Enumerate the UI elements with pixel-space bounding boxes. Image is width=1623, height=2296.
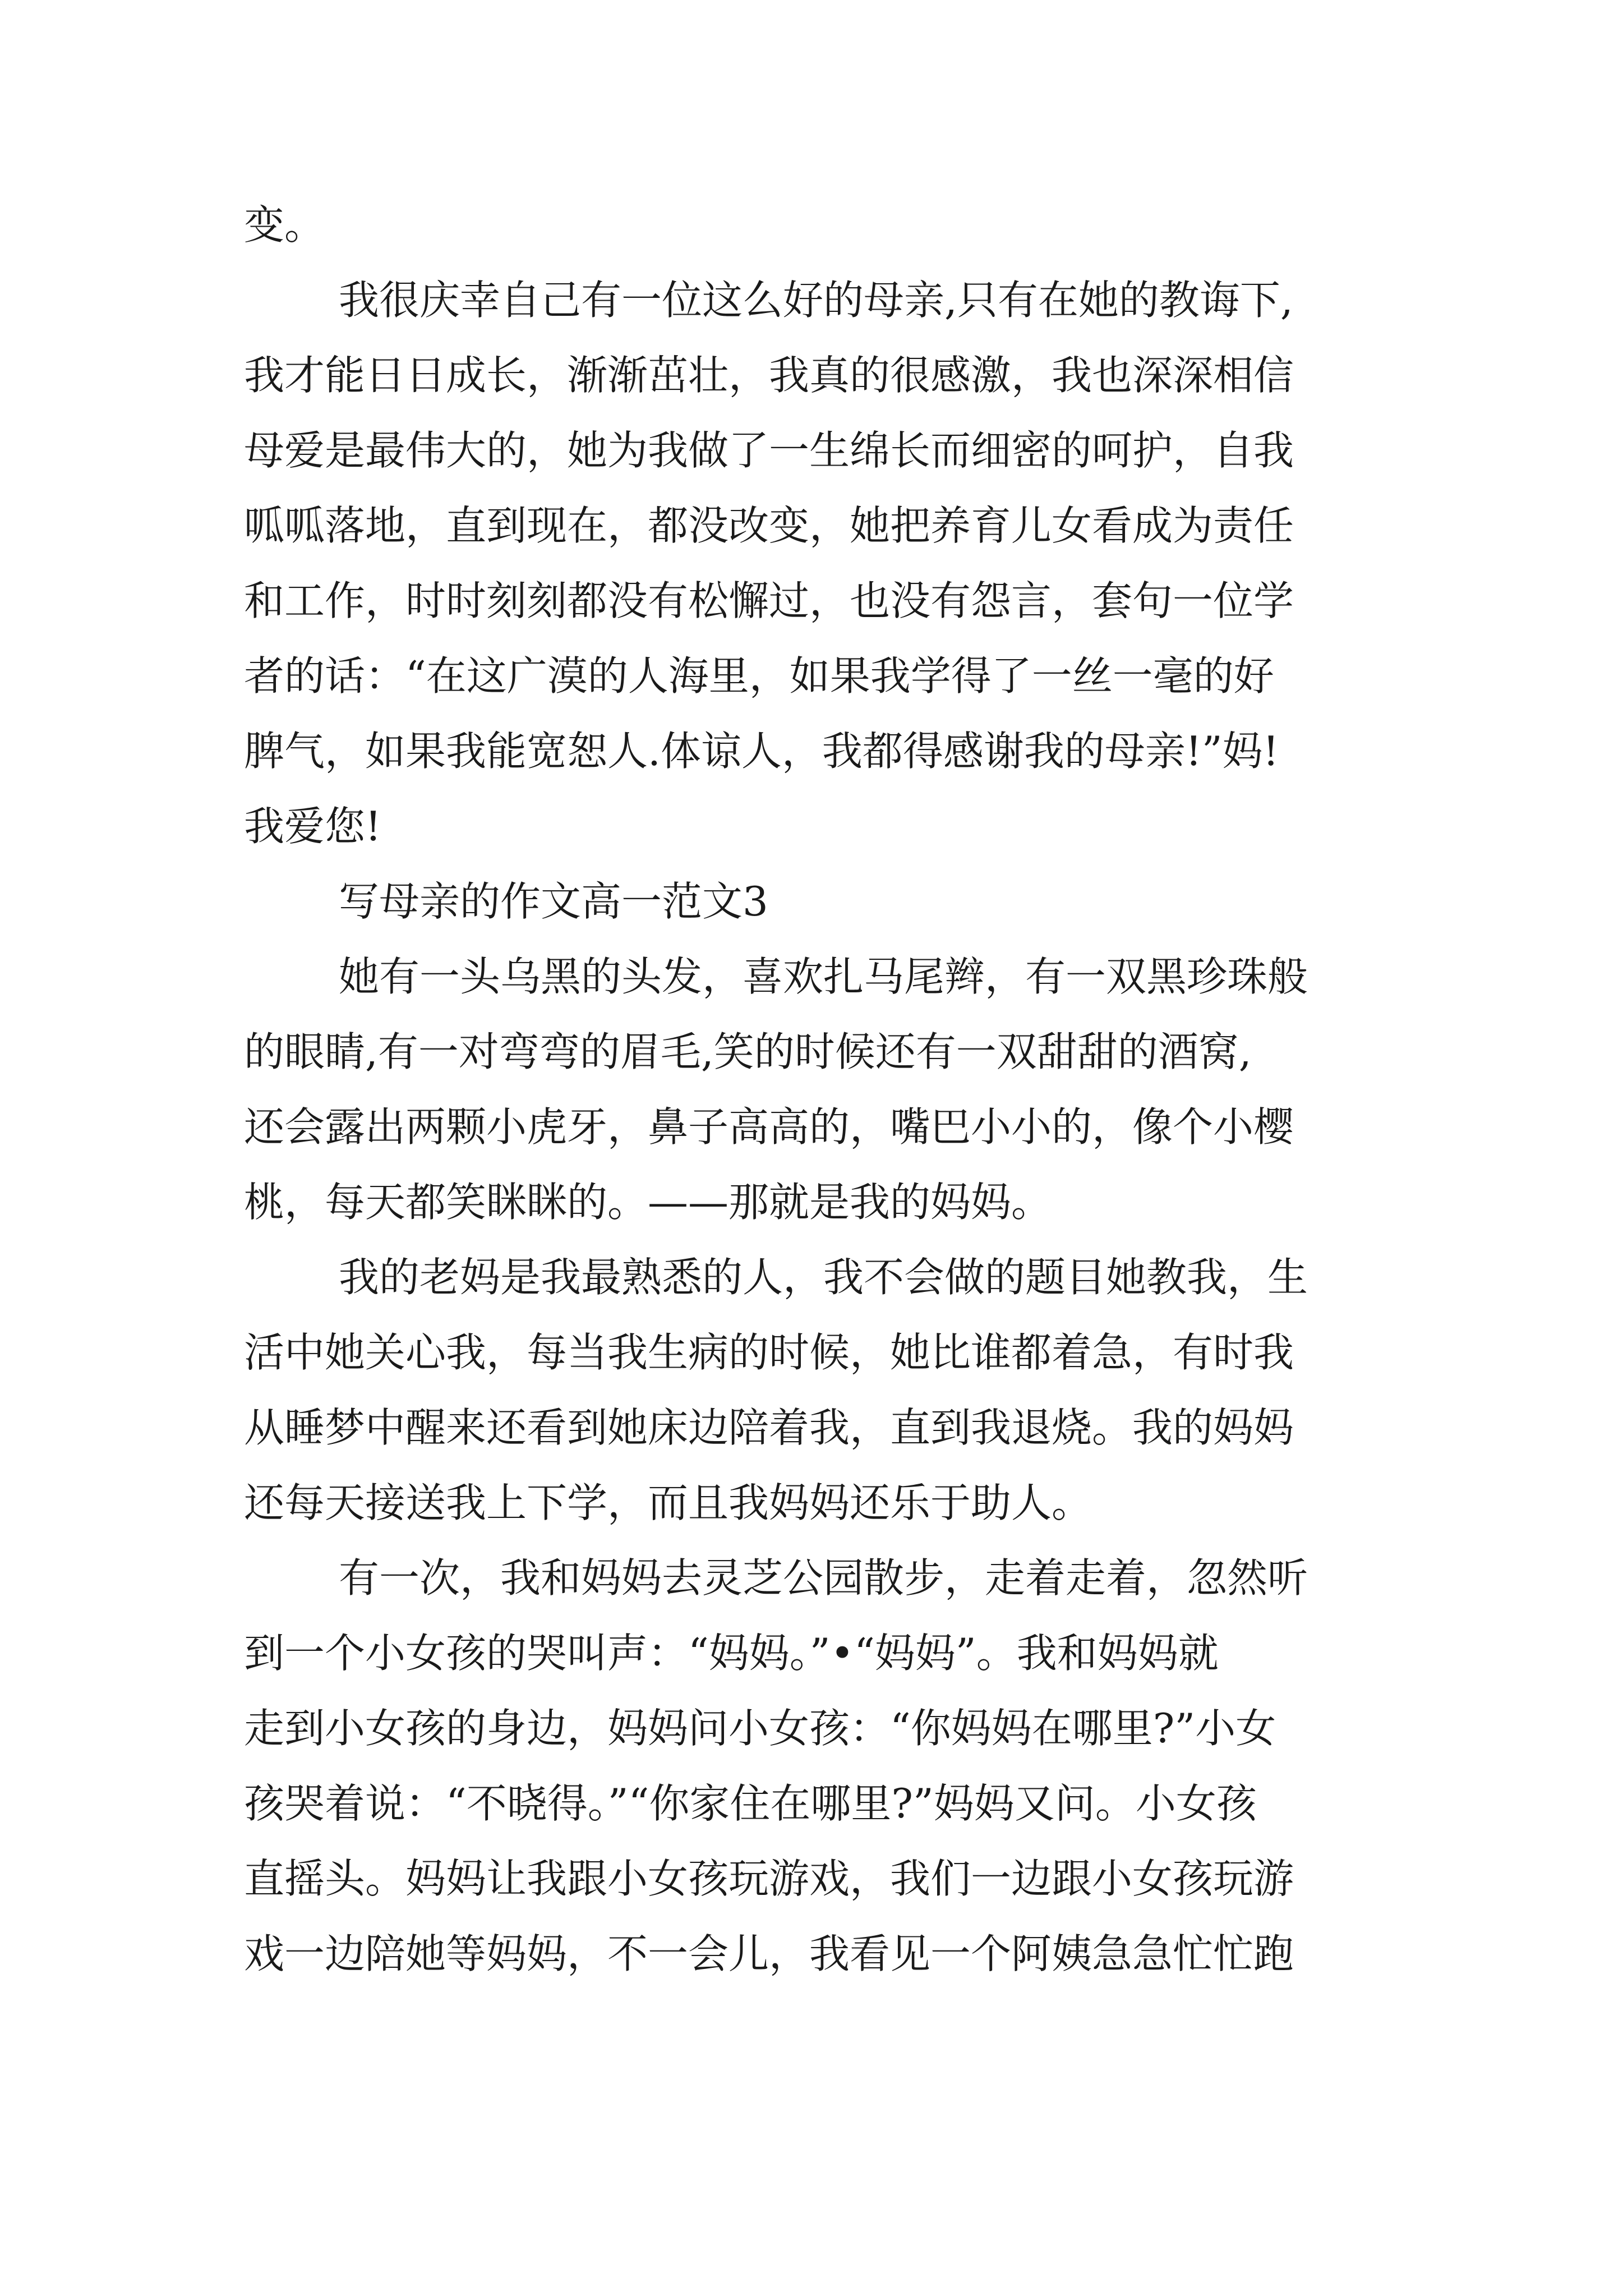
section-heading: 写母亲的作文高一范文3 [339,878,768,925]
text-line: 母爱是最伟大的，她为我做了一生绵长而细密的呵护，自我 [244,427,1294,474]
text-line: 我爱您! [244,803,381,850]
text-line: 桃，每天都笑眯眯的。——那就是我的妈妈。 [244,1179,1052,1226]
text-line: 她有一头乌黑的头发，喜欢扎马尾辫，有一双黑珍珠般 [339,953,1308,1000]
text-line: 者的话：“在这广漠的人海里，如果我学得了一丝一毫的好 [244,652,1274,700]
text-line: 走到小女孩的身边，妈妈问小女孩：“你妈妈在哪里?”小女 [244,1705,1276,1752]
text-line: 从睡梦中醒来还看到她床边陪着我，直到我退烧。我的妈妈 [244,1404,1294,1451]
text-line: 戏一边陪她等妈妈，不一会儿，我看见一个阿姨急急忙忙跑 [244,1930,1294,1977]
text-line: 呱呱落地，直到现在，都没改变，她把养育儿女看成为责任 [244,502,1294,549]
text-line: 还会露出两颗小虎牙，鼻子高高的，嘴巴小小的，像个小樱 [244,1103,1294,1151]
text-line: 到一个小女孩的哭叫声：“妈妈。”•“妈妈”。我和妈妈就 [244,1630,1219,1677]
text-line: 活中她关心我，每当我生病的时候，她比谁都着急，有时我 [244,1329,1294,1376]
text-line: 有一次，我和妈妈去灵芝公园散步，走着走着，忽然听 [339,1554,1308,1602]
text-line: 脾气，如果我能宽恕人.体谅人，我都得感谢我的母亲!”妈! [244,728,1279,775]
text-line: 我才能日日成长，渐渐茁壮，我真的很感激，我也深深相信 [244,352,1294,399]
text-line: 我很庆幸自己有一位这么好的母亲,只有在她的教诲下, [339,277,1293,324]
text-line: 我的老妈是我最熟悉的人，我不会做的题目她教我，生 [339,1254,1308,1301]
text-line: 直摇头。妈妈让我跟小女孩玩游戏，我们一边跟小女孩玩游 [244,1855,1294,1902]
text-line: 的眼睛,有一对弯弯的眉毛,笑的时候还有一双甜甜的酒窝, [244,1028,1252,1075]
text-line: 变。 [244,201,325,249]
text-line: 和工作，时时刻刻都没有松懈过，也没有怨言，套句一位学 [244,577,1294,624]
text-line: 还每天接送我上下学，而且我妈妈还乐于助人。 [244,1479,1092,1526]
text-line: 孩哭着说：“不晓得。”“你家住在哪里?”妈妈又问。小女孩 [244,1780,1257,1827]
